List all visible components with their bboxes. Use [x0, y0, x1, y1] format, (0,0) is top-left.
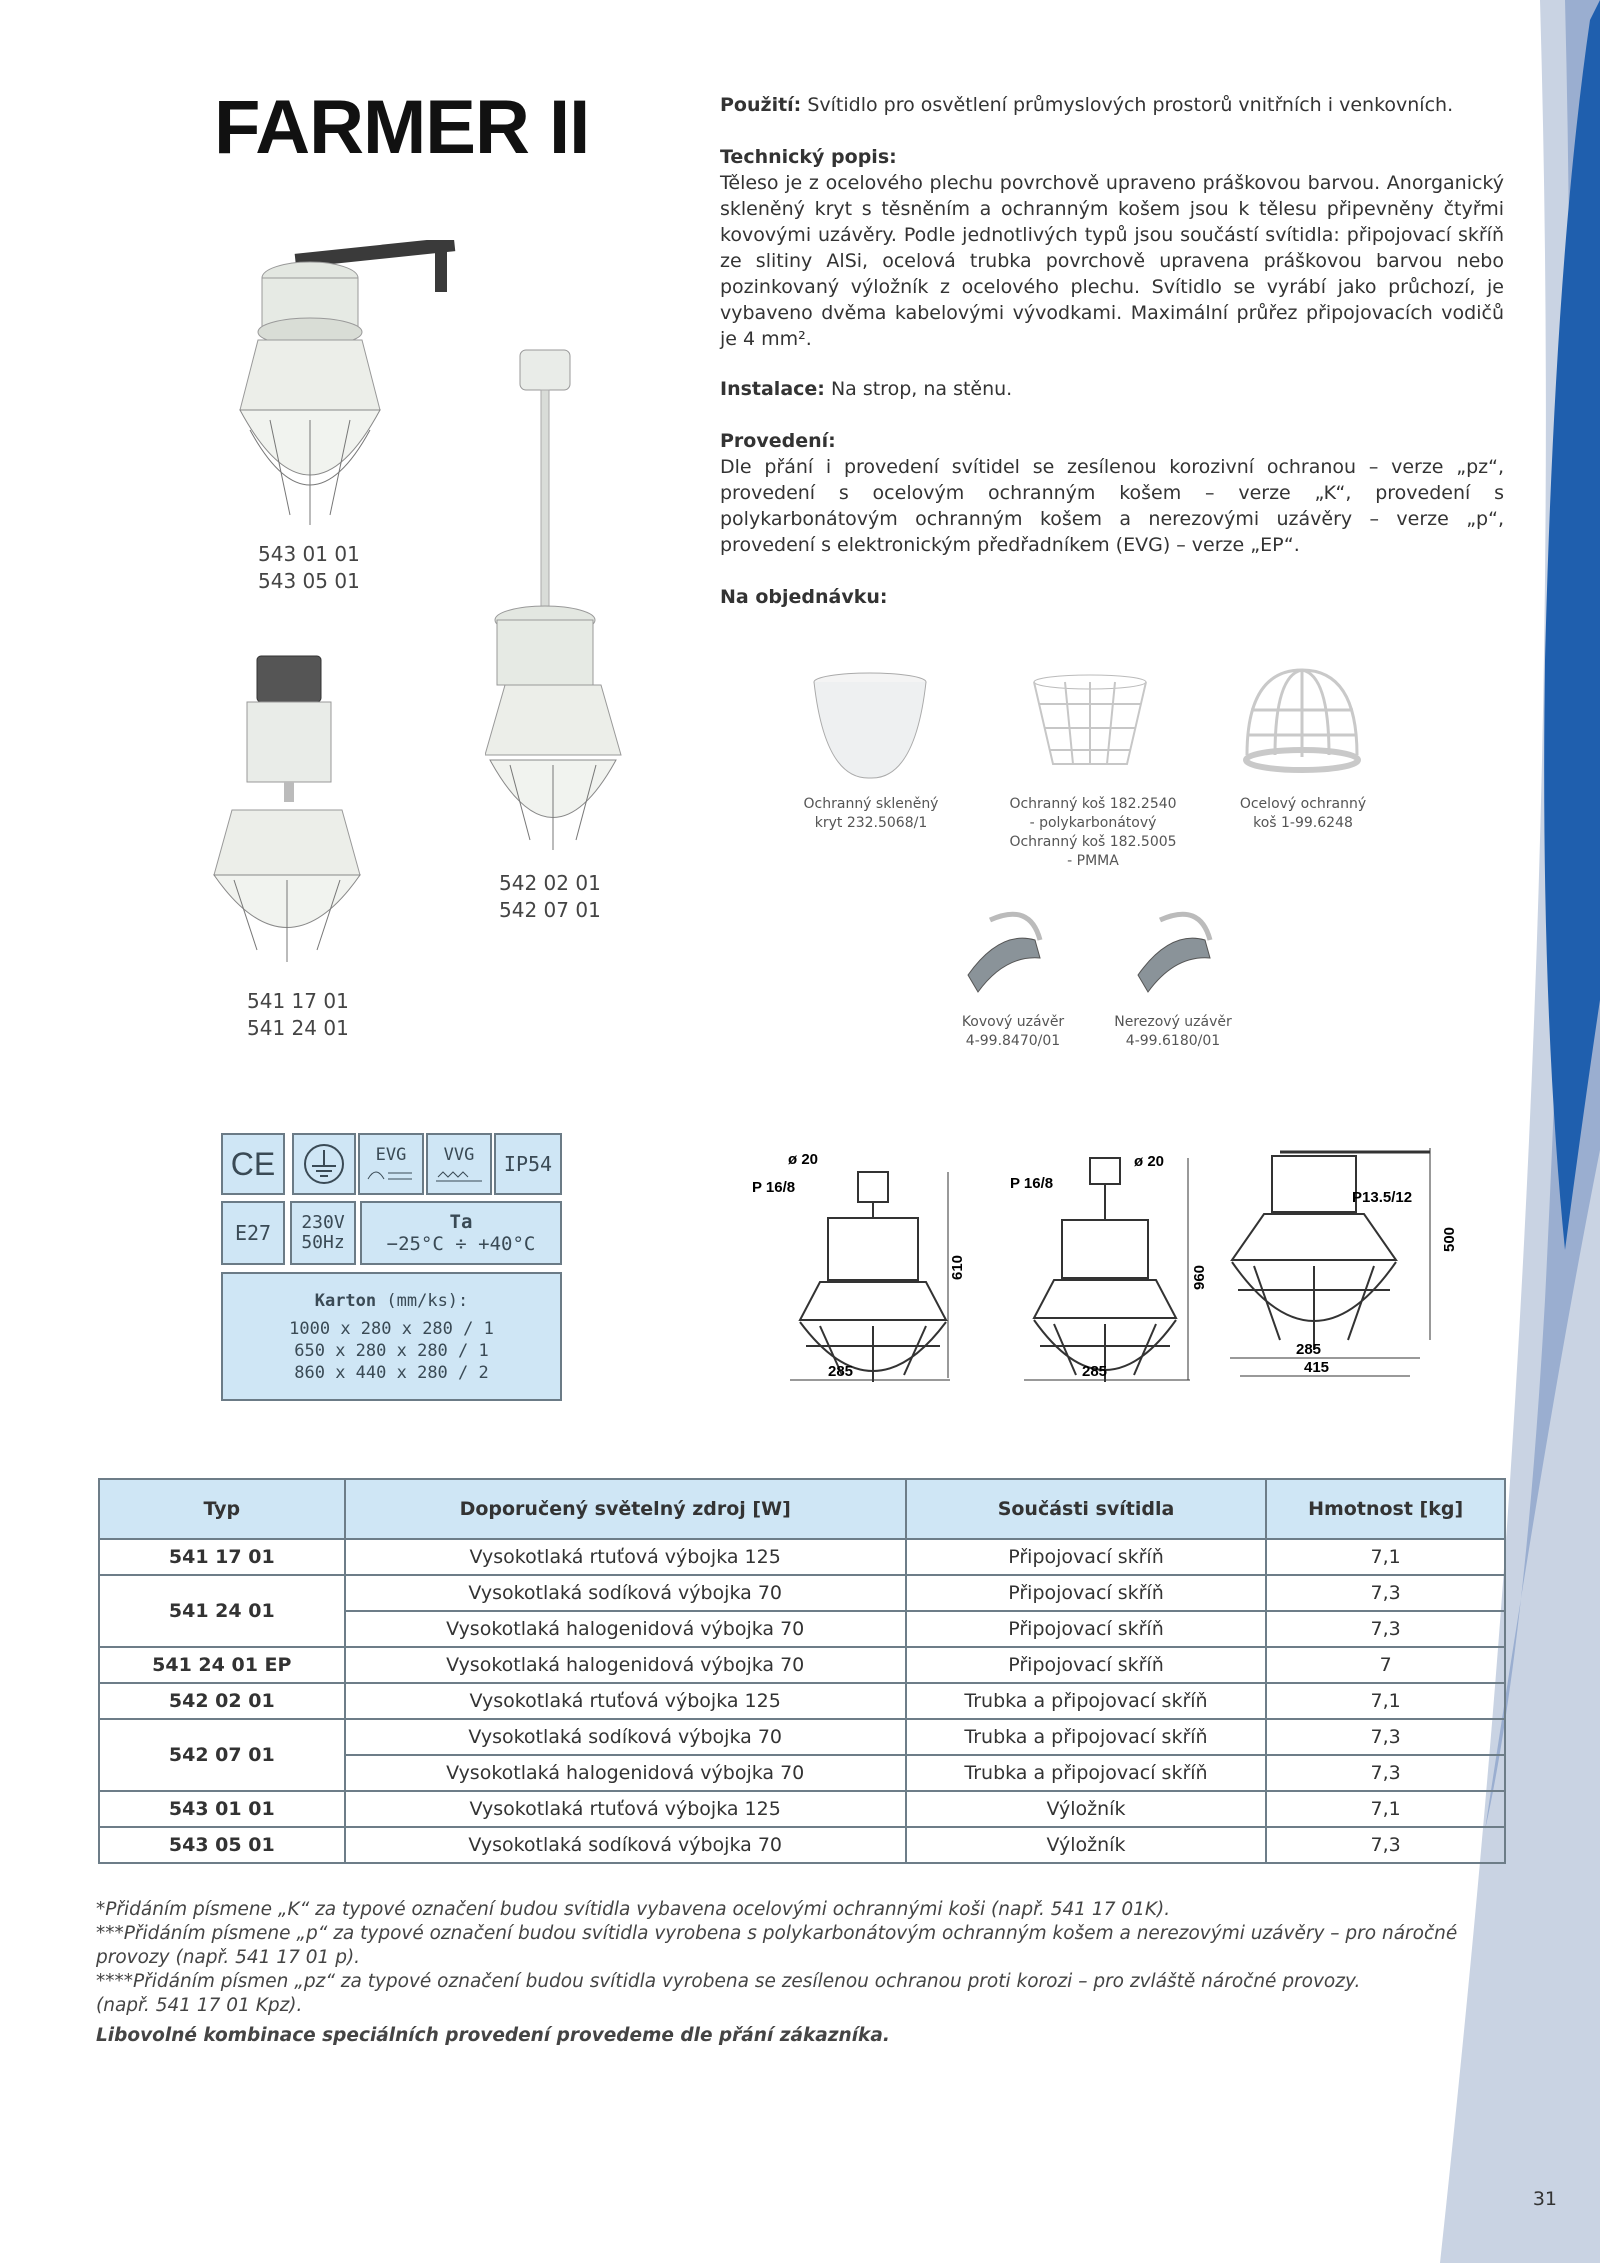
table-row: [99, 1647, 1505, 1683]
accessory-caption-stainless-clamp: Nerezový uzávěr 4-99.6180/01: [1114, 1014, 1232, 1049]
dim-thread: P13.5/12: [1352, 1189, 1413, 1206]
parts-cell: Připojovací skříň: [906, 1539, 1267, 1575]
tech-paragraph: [720, 144, 1504, 352]
ce-mark-icon: CE: [221, 1133, 285, 1195]
parts-cell: Připojovací skříň: [906, 1647, 1267, 1683]
weight-cell: 7,3: [1266, 1755, 1505, 1791]
dim-thread: P 16/8: [752, 1179, 796, 1196]
vvg-badge: VVG: [426, 1133, 492, 1195]
source-cell: Vysokotlaká sodíková výbojka 70: [345, 1575, 906, 1611]
dim-inner-width: 285: [1296, 1341, 1322, 1358]
drawing-wall-bracket: [1220, 1140, 1460, 1390]
weight-cell: 7,1: [1266, 1683, 1505, 1719]
evg-badge: EVG: [358, 1133, 424, 1195]
variant-label: Provedení:: [720, 430, 836, 452]
weight-cell: 7: [1266, 1647, 1505, 1683]
table-row: [99, 1539, 1505, 1575]
dim-height: 610: [949, 1254, 966, 1280]
parts-cell: Trubka a připojovací skříň: [906, 1683, 1267, 1719]
ballast-icon: [366, 1165, 416, 1183]
parts-cell: Výložník: [906, 1827, 1267, 1863]
source-cell: Vysokotlaká rtuťová výbojka 125: [345, 1683, 906, 1719]
socket-badge: E27: [221, 1201, 285, 1265]
voltage-badge: 230V 50Hz: [290, 1201, 356, 1265]
page-title: FARMER II: [214, 85, 590, 170]
table-row: [99, 1719, 1505, 1755]
accessory-caption-steel-basket: Ocelový ochranný koš 1-99.6248: [1239, 796, 1367, 831]
accessory-caption-metal-clamp: Kovový uzávěr 4-99.8470/01: [961, 1014, 1065, 1049]
table-header-row: [99, 1479, 1505, 1539]
type-cell: 542 07 01: [99, 1719, 345, 1791]
variant-text: Dle přání i provedení svítidel se zesílenou korozivní ochranou – verze „pz“, provedení s ocelovým ochranným košem – verze „K“, provedení s polykarbonátovým ochranným košem a nerezovými uzávěry – verze „p“, provedení s elektronickým předřadníkem (EVG) – verze „EP“.: [720, 456, 1504, 556]
weight-cell: 7,3: [1266, 1575, 1505, 1611]
dim-diameter: ø 20: [1134, 1153, 1165, 1170]
variant-paragraph: [720, 428, 1504, 558]
parts-cell: Trubka a připojovací skříň: [906, 1719, 1267, 1755]
table-row: [99, 1683, 1505, 1719]
drawing-pendant-pipe: [1010, 1150, 1220, 1390]
parts-cell: Připojovací skříň: [906, 1575, 1267, 1611]
tech-label: Technický popis:: [720, 146, 897, 168]
tech-text: Těleso je z ocelového plechu povrchově upraveno práškovou barvou. Anorganický skleněný kryt s těsněním a ochranným košem jsou k tělesu připevněny čtyřmi kovovými uzávěry. Podle jednotlivých typů jsou součástí svítidla: připojovací skříň ze slitiny AlSi, ocelová trubka povrchově upravena práškovou barvou nebo pozinkovaný výložník z ocelového plechu. Svítidlo se vyrábí jako průchozí, je vybaveno dvěma kabelovými vývodkami. Maximální průřez připojovacích vodičů je 4 mm².: [720, 172, 1504, 350]
footnote: (např. 541 17 01 Kpz).: [96, 1995, 303, 2016]
source-cell: Vysokotlaká halogenidová výbojka 70: [345, 1611, 906, 1647]
product-code-group-3: 541 17 01 541 24 01: [247, 989, 349, 1040]
steel-basket-image: [1237, 665, 1367, 780]
column-header-weight: Hmotnost [kg]: [1266, 1479, 1505, 1539]
type-cell: 543 01 01: [99, 1791, 345, 1827]
protective-earth-icon: [292, 1133, 356, 1195]
install-text: Na strop, na stěnu.: [830, 378, 1013, 400]
dim-width: 285: [828, 1363, 854, 1380]
weight-cell: 7,1: [1266, 1791, 1505, 1827]
footnote: *Přidáním písmene „K“ za typové označení budou svítidla vybavena ocelovými ochrannými koši (např. 541 17 01K).: [96, 1899, 1171, 1920]
parts-cell: Trubka a připojovací skříň: [906, 1755, 1267, 1791]
dim-diameter: ø 20: [788, 1151, 819, 1168]
column-header-components: Součásti svítidla: [906, 1479, 1267, 1539]
polycarbonate-basket-image: [1025, 672, 1155, 772]
dim-height: 500: [1441, 1226, 1458, 1252]
page-number: 31: [1532, 2188, 1557, 2210]
weight-cell: 7,3: [1266, 1611, 1505, 1647]
column-header-type: Typ: [99, 1479, 345, 1539]
lamp-wall-bracket-image: [210, 240, 480, 540]
carton-dimensions-box: Karton (mm/ks): 1000 x 280 x 280 / 1 650 x 280 x 280 / 1 860 x 440 x 280 / 2: [221, 1272, 562, 1401]
source-cell: Vysokotlaká sodíková výbojka 70: [345, 1827, 906, 1863]
column-header-light-source: Doporučený světelný zdroj [W]: [345, 1479, 906, 1539]
usage-paragraph: [720, 92, 1504, 118]
table-row: [99, 1827, 1505, 1863]
parts-cell: Výložník: [906, 1791, 1267, 1827]
usage-text: Svítidlo pro osvětlení průmyslových prostorů vnitřních i venkovních.: [807, 94, 1454, 116]
dim-height: 960: [1191, 1264, 1208, 1290]
product-code-group-1: 543 01 01 543 05 01: [258, 542, 360, 593]
type-cell: 543 05 01: [99, 1827, 345, 1863]
specification-table: [98, 1478, 1506, 1864]
source-cell: Vysokotlaká halogenidová výbojka 70: [345, 1647, 906, 1683]
carton-heading: Karton (mm/ks):: [314, 1290, 469, 1311]
type-cell: 541 17 01: [99, 1539, 345, 1575]
footnote: ***Přidáním písmene „p“ za typové označení budou svítidla vyrobena s polykarbonátovým ochranným košem a nerezovými uzávěry – pro náročné provozy (např. 541 17 01 p).: [96, 1923, 1458, 1968]
type-cell: 541 24 01: [99, 1575, 345, 1647]
glass-cover-image: [805, 670, 935, 780]
footnotes: [96, 1898, 1506, 2048]
weight-cell: 7,3: [1266, 1719, 1505, 1755]
weight-cell: 7,1: [1266, 1539, 1505, 1575]
install-paragraph: [720, 376, 1504, 402]
ip-rating-badge: IP54: [494, 1133, 562, 1195]
metal-clamp-image: [960, 900, 1060, 995]
type-cell: 541 24 01 EP: [99, 1647, 345, 1683]
table-row: [99, 1791, 1505, 1827]
table-row: [99, 1575, 1505, 1611]
dim-width: 285: [1082, 1363, 1108, 1380]
footnote: ****Přidáním písmen „pz“ za typové označení budou svítidla vyrobena se zesílenou ochranou proti korozi – pro zvláště náročné provozy.: [96, 1971, 1361, 1992]
ballast-icon: [434, 1165, 484, 1183]
source-cell: Vysokotlaká halogenidová výbojka 70: [345, 1755, 906, 1791]
stainless-clamp-image: [1130, 900, 1230, 995]
dim-thread: P 16/8: [1010, 1175, 1054, 1192]
accessory-caption-glass: Ochranný skleněný kryt 232.5068/1: [803, 796, 939, 831]
weight-cell: 7,3: [1266, 1827, 1505, 1863]
source-cell: Vysokotlaká rtuťová výbojka 125: [345, 1539, 906, 1575]
usage-label: Použití:: [720, 94, 802, 116]
dim-width: 415: [1304, 1359, 1330, 1376]
parts-cell: Připojovací skříň: [906, 1611, 1267, 1647]
install-label: Instalace:: [720, 378, 825, 400]
lamp-pendant-pipe-image: [485, 335, 645, 855]
order-heading: Na objednávku:: [720, 586, 888, 608]
lamp-ceiling-box-image: [212, 650, 362, 970]
source-cell: Vysokotlaká rtuťová výbojka 125: [345, 1791, 906, 1827]
drawing-pendant-box: [750, 1150, 970, 1390]
ambient-temperature-badge: Ta −25°C ÷ +40°C: [360, 1201, 562, 1265]
accessory-caption-basket: Ochranný koš 182.2540 - polykarbonátový Ochranný koš 182.5005 - PMMA: [1009, 796, 1177, 869]
source-cell: Vysokotlaká sodíková výbojka 70: [345, 1719, 906, 1755]
type-cell: 542 02 01: [99, 1683, 345, 1719]
product-code-group-2: 542 02 01 542 07 01: [499, 871, 601, 922]
footnote-emphasis: Libovolné kombinace speciálních provedení provedeme dle přání zákazníka.: [96, 2025, 890, 2046]
